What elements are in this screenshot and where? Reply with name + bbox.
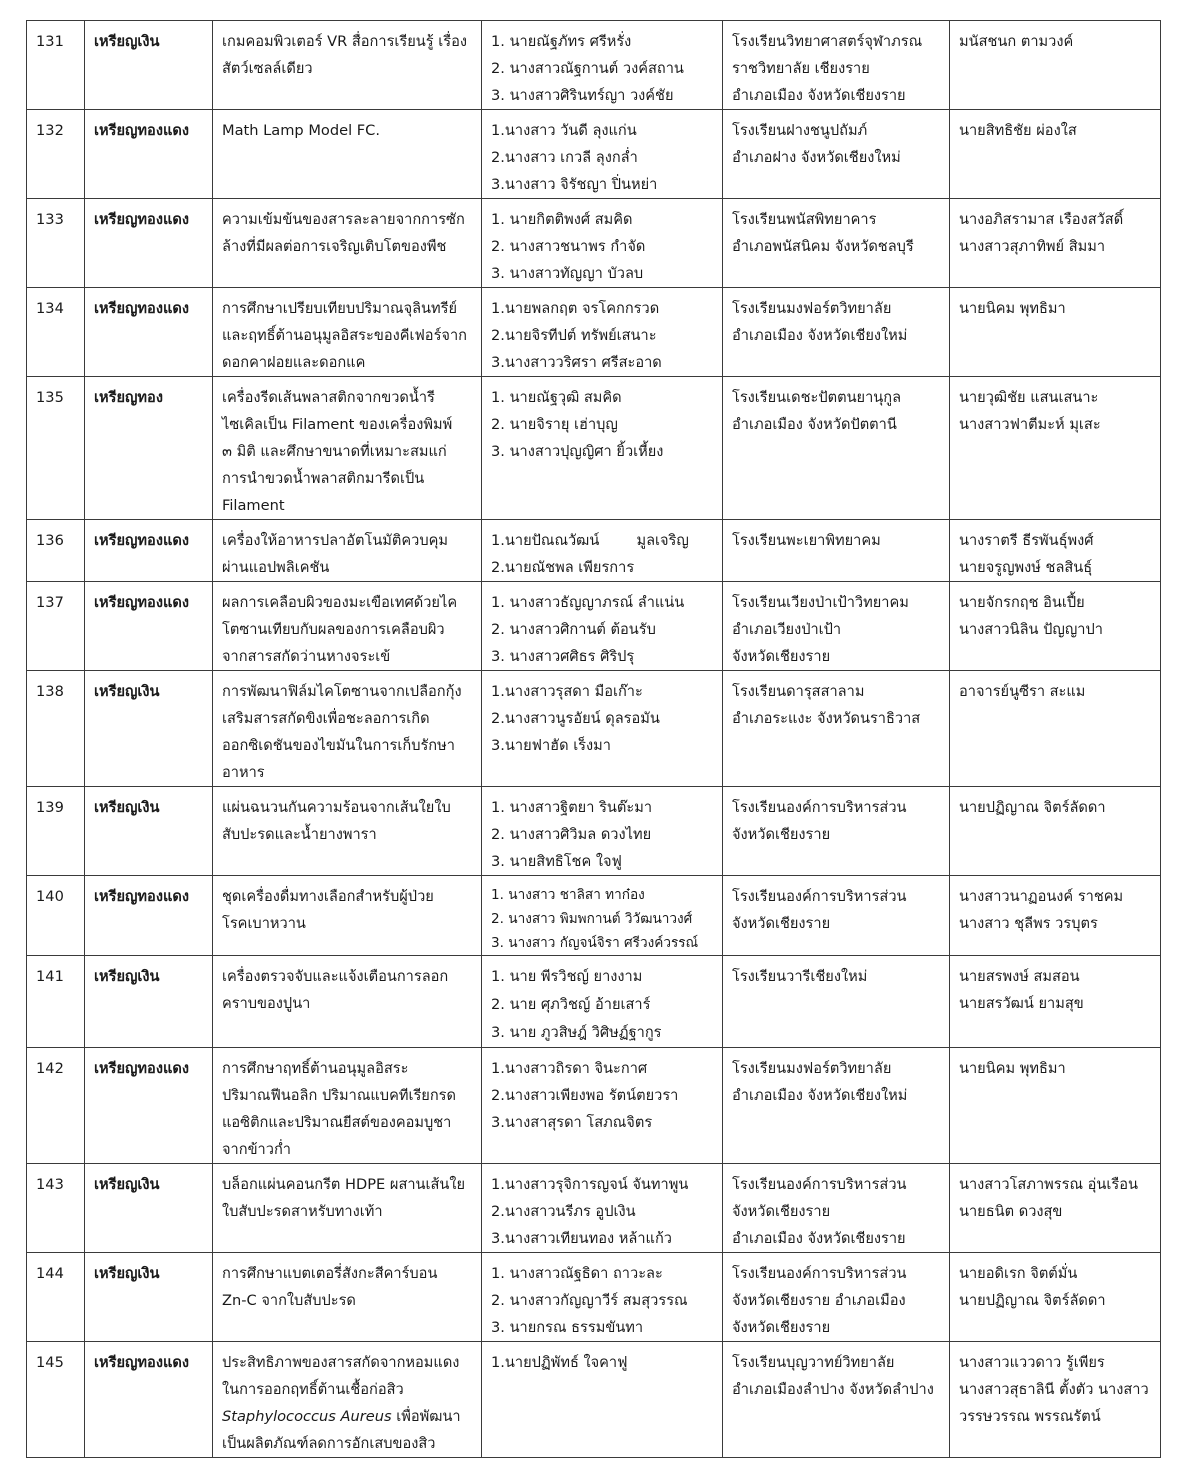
team-members: 1. นางสาวธัญญาภรณ์ ลำแน่น 2. นางสาวศิกานต์ ต้อนรับ 3. นางสาวศศิธร ศิริปรุ — [482, 582, 723, 671]
row-number: 144 — [27, 1253, 85, 1342]
project-title: Math Lamp Model FC. — [213, 110, 482, 199]
row-number: 131 — [27, 21, 85, 110]
table-row — [27, 520, 1161, 582]
award-level: เหรียญทองแดง — [85, 876, 213, 956]
advisors: นางสาวแววดาว รู้เพียร นางสาวสุธาลินี ตั้งตัว นางสาว วรรษวรรณ พรรณรัตน์ — [950, 1342, 1161, 1458]
team-members: 1. นางสาว ชาลิสา ทาก๋อง 2. นางสาว พิมพกานต์ วิวัฒนาวงศ์ 3. นางสาว กัญจน์จิรา ศรีวงค์วรรณ์ — [482, 876, 723, 956]
advisors: นางราตรี ธีรพันธุ์พงศ์ นายจรูญพงษ์ ชลสินธุ์ — [950, 520, 1161, 582]
advisors: อาจารย์นูซีรา สะแม — [950, 671, 1161, 787]
advisors: มนัสชนก ตามวงค์ — [950, 21, 1161, 110]
advisors: นายนิคม พุทธิมา — [950, 288, 1161, 377]
project-title: ชุดเครื่องดื่มทางเลือกสำหรับผู้ป่วย โรคเบาหวาน — [213, 876, 482, 956]
table-row — [27, 377, 1161, 520]
school: โรงเรียนมงฟอร์ตวิทยาลัย อำเภอเมือง จังหวัดเชียงใหม่ — [723, 1048, 950, 1164]
table-row — [27, 1048, 1161, 1164]
project-title: การศึกษาเปรียบเทียบปริมาณจุลินทรีย์ และฤทธิ์ต้านอนุมูลอิสระของคีเฟอร์จาก ดอกคาฝอยและดอกแค — [213, 288, 482, 377]
team-members: 1.นางสาวรุจิการญจน์ จันทาพูน 2.นางสาวนรีภร อูปเงิน 3.นางสาวเทียนทอง หล้าแก้ว — [482, 1164, 723, 1253]
table-row — [27, 671, 1161, 787]
project-title: ความเข้มข้นของสารละลายจากการซัก ล้างที่มีผลต่อการเจริญเติบโตของพืช — [213, 199, 482, 288]
award-level: เหรียญทองแดง — [85, 1048, 213, 1164]
team-members: 1.นางสาวถิรดา จินะกาศ 2.นางสาวเพียงพอ รัตน์ตยวรา 3.นางสาสุรดา โสภณจิตร — [482, 1048, 723, 1164]
row-number: 139 — [27, 787, 85, 876]
advisors: นางอภิสรามาส เรืองสวัสดิ์ นางสาวสุภาทิพย์ สิมมา — [950, 199, 1161, 288]
advisors: นายจักรกฤช อินเปี้ย นางสาวนิลิน ปัญญาปา — [950, 582, 1161, 671]
award-level: เหรียญเงิน — [85, 787, 213, 876]
table-row — [27, 199, 1161, 288]
row-number: 135 — [27, 377, 85, 520]
team-members: 1. นางสาวณัฐธิดา ถาวะละ 2. นางสาวกัญญาวีร์ สมสุวรรณ 3. นายกรณ ธรรมขันทา — [482, 1253, 723, 1342]
project-title: การพัฒนาฟิล์มไคโตซานจากเปลือกกุ้ง เสริมสารสกัดขิงเพื่อชะลอการเกิด ออกซิเดชันของไขมันในการเก็บรักษา อาหาร — [213, 671, 482, 787]
advisors: นายอดิเรก จิตต์มั่น นายปฏิญาณ จิตร์ลัดดา — [950, 1253, 1161, 1342]
school: โรงเรียนมงฟอร์ตวิทยาลัย อำเภอเมือง จังหวัดเชียงใหม่ — [723, 288, 950, 377]
team-members: 1. นายณัฐวุฒิ สมคิด 2. นายจิรายุ เฮ่าบุญ 3. นางสาวปุญญิศา ยิ้วเหี้ยง — [482, 377, 723, 520]
team-members: 1.นางสาว วันดี ลุงแก่น 2.นางสาว เกวลี ลุงกล่ำ 3.นางสาว จิรัชญา ปิ่นหย่า — [482, 110, 723, 199]
table-row — [27, 288, 1161, 377]
award-level: เหรียญทองแดง — [85, 520, 213, 582]
table-row — [27, 956, 1161, 1048]
award-level: เหรียญทอง — [85, 377, 213, 520]
results-table — [26, 20, 1161, 1458]
advisors: นายวุฒิชัย แสนเสนาะ นางสาวฟาตีมะห์ มุเสะ — [950, 377, 1161, 520]
award-level: เหรียญเงิน — [85, 1164, 213, 1253]
row-number: 145 — [27, 1342, 85, 1458]
school: โรงเรียนองค์การบริหารส่วน จังหวัดเชียงราย อำเภอเมือง จังหวัดเชียงราย — [723, 1253, 950, 1342]
team-members: 1.นายปัณณวัฒน์ มูลเจริญ 2.นายณัชพล เพียรการ — [482, 520, 723, 582]
award-level: เหรียญทองแดง — [85, 199, 213, 288]
row-number: 134 — [27, 288, 85, 377]
project-title: บล็อกแผ่นคอนกรีต HDPE ผสานเส้นใย ใบสับปะรดสาหรับทางเท้า — [213, 1164, 482, 1253]
award-level: เหรียญทองแดง — [85, 582, 213, 671]
school: โรงเรียนฝางชนูปถัมภ์ อำเภอฝาง จังหวัดเชียงใหม่ — [723, 110, 950, 199]
row-number: 137 — [27, 582, 85, 671]
school: โรงเรียนพะเยาพิทยาคม — [723, 520, 950, 582]
project-title: เครื่องตรวจจับและแจ้งเตือนการลอก คราบของปูนา — [213, 956, 482, 1048]
school: โรงเรียนบุญวาทย์วิทยาลัย อำเภอเมืองลำปาง จังหวัดลำปาง — [723, 1342, 950, 1458]
team-members: 1. นายกิตติพงศ์ สมคิด 2. นางสาวชนาพร กำจัด 3. นางสาวทัญญา บัวลบ — [482, 199, 723, 288]
table-row — [27, 876, 1161, 956]
row-number: 142 — [27, 1048, 85, 1164]
table-row — [27, 110, 1161, 199]
project-title: เกมคอมพิวเตอร์ VR สื่อการเรียนรู้ เรื่อง สัตว์เซลล์เดียว — [213, 21, 482, 110]
table-row — [27, 582, 1161, 671]
project-title: แผ่นฉนวนกันความร้อนจากเส้นใยใบ สับปะรดและน้ำยางพารา — [213, 787, 482, 876]
advisors: นายสิทธิชัย ผ่องใส — [950, 110, 1161, 199]
advisors: นายปฏิญาณ จิตร์ลัดดา — [950, 787, 1161, 876]
row-number: 140 — [27, 876, 85, 956]
team-members: 1. นาย พีรวิชญ์ ยางงาม 2. นาย ศุภวิชญ์ อ้ายเสาร์ 3. นาย ภูวสิษฎ์ วิศิษฏ์ฐากูร — [482, 956, 723, 1048]
advisors: นางสาวโสภาพรรณ อุ่นเรือน นายธนิต ดวงสุข — [950, 1164, 1161, 1253]
project-title: ประสิทธิภาพของสารสกัดจากหอมแดง ในการออกฤทธิ์ต้านเชื้อก่อสิว Staphylococcus Aureus เพื่อพัฒนา เป็นผลิตภัณฑ์ลดการอักเสบของสิว — [213, 1342, 482, 1458]
school: โรงเรียนวิทยาศาสตร์จุฬาภรณ ราชวิทยาลัย เชียงราย อำเภอเมือง จังหวัดเชียงราย — [723, 21, 950, 110]
row-number: 141 — [27, 956, 85, 1048]
school: โรงเรียนเวียงป่าเป้าวิทยาคม อำเภอเวียงป่าเป้า จังหวัดเชียงราย — [723, 582, 950, 671]
project-title: การศึกษาแบตเตอรี่สังกะสีคาร์บอน Zn-C จากใบสับปะรด — [213, 1253, 482, 1342]
award-level: เหรียญเงิน — [85, 1253, 213, 1342]
school: โรงเรียนพนัสพิทยาคาร อำเภอพนัสนิคม จังหวัดชลบุรี — [723, 199, 950, 288]
school: โรงเรียนองค์การบริหารส่วน จังหวัดเชียงราย — [723, 787, 950, 876]
award-level: เหรียญเงิน — [85, 671, 213, 787]
species-name: Staphylococcus Aureus — [222, 1408, 392, 1425]
award-level: เหรียญทองแดง — [85, 110, 213, 199]
advisors: นายสรพงษ์ สมสอน นายสรวัฒน์ ยามสุข — [950, 956, 1161, 1048]
project-title: การศึกษาฤทธิ์ต้านอนุมูลอิสระ ปริมาณฟีนอลิก ปริมาณแบคทีเรียกรด แอซิติกและปริมาณยีสต์ของคอมบูชา จากข้าวก่ำ — [213, 1048, 482, 1164]
school: โรงเรียนองค์การบริหารส่วน จังหวัดเชียงราย — [723, 876, 950, 956]
row-number: 136 — [27, 520, 85, 582]
award-level: เหรียญทองแดง — [85, 288, 213, 377]
project-title: เครื่องรีดเส้นพลาสติกจากขวดน้ำรี ไซเคิลเป็น Filament ของเครื่องพิมพ์ ๓ มิติ และศึกษาขนาดที่เหมาะสมแก่ การนำขวดน้ำพลาสติกมารีดเป็น Filament — [213, 377, 482, 520]
team-members: 1.นางสาวรุสดา มือเก๊าะ 2.นางสาวนูรอัยน์ ดุลรอมัน 3.นายฟาฮัด เร็งมา — [482, 671, 723, 787]
school: โรงเรียนเดชะปัตตนยานุกูล อำเภอเมือง จังหวัดปัตตานี — [723, 377, 950, 520]
row-number: 143 — [27, 1164, 85, 1253]
row-number: 133 — [27, 199, 85, 288]
table-row — [27, 1253, 1161, 1342]
table-row — [27, 787, 1161, 876]
team-members: 1. นางสาวฐิตยา รินต๊ะมา 2. นางสาวศิวิมล ดวงไทย 3. นายสิทธิโชค ใจฟู — [482, 787, 723, 876]
row-number: 138 — [27, 671, 85, 787]
team-members: 1.นายปฏิพัทธ์ ใจคาฟู — [482, 1342, 723, 1458]
school: โรงเรียนดารุสสาลาม อำเภอระแงะ จังหวัดนราธิวาส — [723, 671, 950, 787]
advisors: นางสาวนาฏอนงค์ ราชคม นางสาว ชุลีพร วรบุตร — [950, 876, 1161, 956]
row-number: 132 — [27, 110, 85, 199]
award-level: เหรียญเงิน — [85, 21, 213, 110]
award-level: เหรียญทองแดง — [85, 1342, 213, 1458]
award-level: เหรียญเงิน — [85, 956, 213, 1048]
school: โรงเรียนองค์การบริหารส่วน จังหวัดเชียงราย อำเภอเมือง จังหวัดเชียงราย — [723, 1164, 950, 1253]
school: โรงเรียนวารีเชียงใหม่ — [723, 956, 950, 1048]
advisors: นายนิคม พุทธิมา — [950, 1048, 1161, 1164]
team-members: 1.นายพลกฤต จรโคกกรวด 2.นายจิรทีปต์ ทรัพย์เสนาะ 3.นางสาววริศรา ศรีสะอาด — [482, 288, 723, 377]
project-title: เครื่องให้อาหารปลาอัตโนมัติควบคุม ผ่านแอปพลิเคชัน — [213, 520, 482, 582]
project-title: ผลการเคลือบผิวของมะเขือเทศด้วยไค โตซานเทียบกับผลของการเคลือบผิว จากสารสกัดว่านหางจระเข้ — [213, 582, 482, 671]
table-row — [27, 1342, 1161, 1458]
team-members: 1. นายณัฐภัทร ศรีหรั่ง 2. นางสาวณัฐกานต์ วงค์สถาน 3. นางสาวศิรินทร์ญา วงค์ชัย — [482, 21, 723, 110]
table-row — [27, 1164, 1161, 1253]
table-row — [27, 21, 1161, 110]
